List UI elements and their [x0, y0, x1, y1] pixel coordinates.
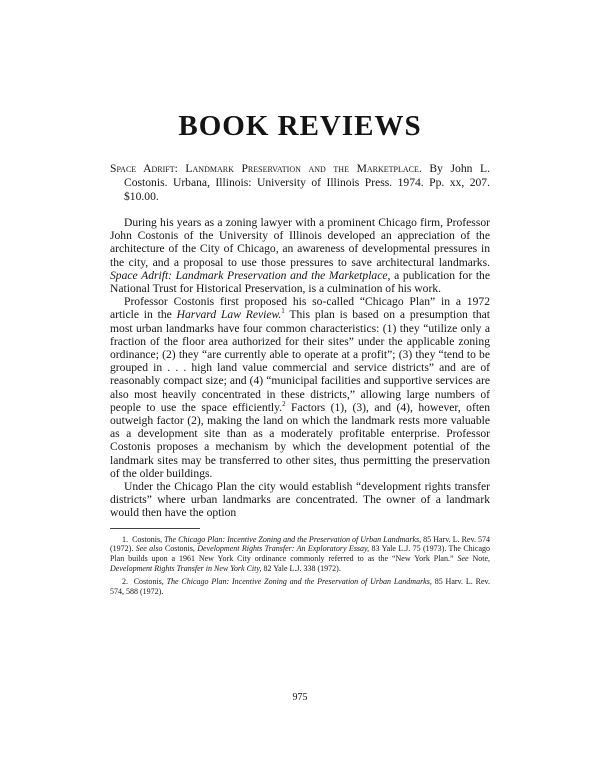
- footnote-2-source: 85 Harv. L. Rev. 574, 588 (1972).: [110, 576, 490, 596]
- paragraph-2-text-c: This plan is based on a presumption that most urban landmarks have four common characteristics: (1) they “utilize only a fraction of the floor area authorized for their sites” under the applicable zoning ordinance; (2) they “are currently able to operate at a profit”; (3) they “tend to be grouped in . . . high land value commercial and service districts” and are of reasonably compact size; and (4) “municipal facilities and supportive services are also most heavily concentrated in these districts,” allowing large numbers of people to use the space efficiently.: [110, 308, 490, 414]
- paragraph-2-text-a: Professor Costonis first proposed his so-called “Chicago Plan” in a 1972 article in the: [110, 295, 490, 322]
- book-citation: [110, 162, 490, 204]
- footnote-1-source-3: 82 Yale L.J. 338 (1972).: [261, 564, 341, 574]
- footnote-1: [110, 535, 490, 574]
- footnote-1-title-1: The Chicago Plan: Incentive Zoning and the Preservation of Urban Landmarks,: [164, 534, 422, 544]
- footnote-1-source-1: 85 Harv. L. Rev. 574 (1972).: [110, 534, 491, 554]
- paragraph-2-journal: Harvard Law Review.: [176, 308, 282, 322]
- section-title: BOOK REVIEWS: [178, 110, 422, 142]
- footnote-2-number: 2.: [122, 576, 128, 586]
- footnote-2: [110, 577, 490, 597]
- footnote-divider: [110, 528, 200, 529]
- paragraph-1-text-a: During his years as a zoning lawyer with a prominent Chicago firm, Professor John Costonis of the University of Illinois developed an appreciation of the architecture of the City of Chicago, an awareness of developmental pressures in the city, and a proposal to use those pressures to save architectural landmarks.: [110, 216, 490, 269]
- book-title: Space Adrift: Landmark Preservation and the Marketplace.: [110, 162, 422, 175]
- footnote-2-title: The Chicago Plan: Incentive Zoning and the Preservation of Urban Landmarks,: [166, 576, 432, 586]
- footnote-1-author: Costonis,: [132, 534, 165, 544]
- paragraph-1-text-c: a publication for the National Trust for Historical Preservation, is a culmination of his work.: [110, 268, 490, 296]
- footnote-ref-2: 2: [282, 399, 286, 408]
- footnote-1-title-2: Development Rights Transfer: An Exploratory Essay,: [197, 544, 370, 554]
- footnote-1-number: 1.: [122, 534, 128, 544]
- footnote-1-see: See: [457, 554, 469, 564]
- book-details: By John L. Costonis. Urbana, Illinois: University of Illinois Press. 1974. Pp. xx, 207. $10.00.: [124, 162, 490, 203]
- paragraph-2-text-d: Factors (1), (3), and (4), however, often outweigh factor (2), making the land on which the landmark rests more valuable as a development site than as a moderately profitable enterprise. Professor Costonis proposes a mechanism by which the development potential of the landmark sites may be transferred to other sites, thus permitting the preservation of the older buildings.: [110, 400, 490, 480]
- footnote-1-see-also: See also: [135, 544, 163, 554]
- paragraph-1-book-title: Space Adrift: Landmark Preservation and the Marketplace,: [110, 268, 391, 282]
- footnote-ref-1: 1: [281, 307, 285, 316]
- page-number: 975: [292, 692, 308, 703]
- footnote-1-author-2: Costonis,: [162, 544, 198, 554]
- footnote-1-source-2: 83 Yale L.J. 75 (1973). The Chicago Plan builds upon a 1961 New York City ordinance commonly referred to as the “New York Plan.”: [110, 544, 491, 564]
- footnote-1-title-3: Development Rights Transfer in New York City,: [110, 564, 262, 574]
- footnote-2-author: Costonis,: [133, 576, 167, 586]
- paragraph-1: [110, 216, 490, 295]
- footnote-1-note: Note,: [468, 554, 491, 564]
- paragraph-3: Under the Chicago Plan the city would establish “development rights transfer districts” where urban landmarks are concentrated. The owner of a landmark would then have the option: [110, 480, 490, 520]
- paragraph-2: [110, 295, 490, 480]
- page-content: [110, 110, 490, 599]
